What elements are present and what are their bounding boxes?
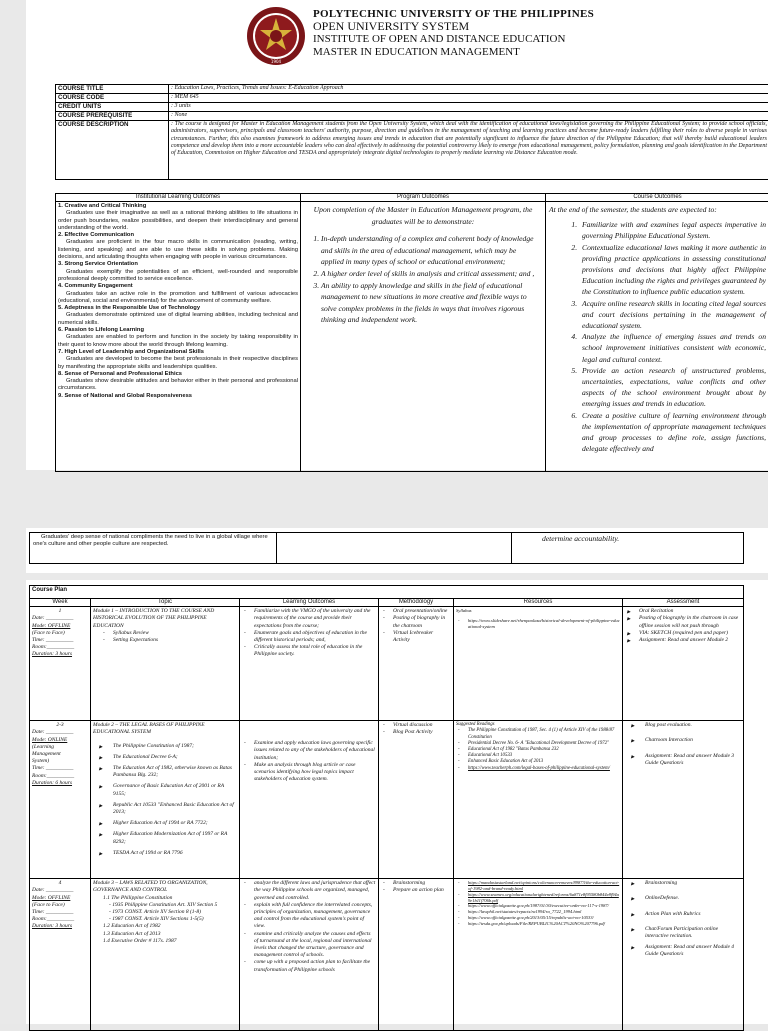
resource-item: - Educational Act of 1982 "Batas Pambansa 232 bbox=[456, 747, 620, 753]
resource-link[interactable]: - https://www.slideshare.net/rhenpaolaza/historical-development-of-philippine-educational-system bbox=[456, 618, 620, 630]
ilo-desc: Graduates are enabled to perform and function in the society by taking responsibility in their quest to know more about the world through lifelong learning. bbox=[58, 334, 298, 349]
outcomes-body-row bbox=[56, 202, 768, 472]
topic-item: 1.2 Education Act of 1982 bbox=[103, 923, 237, 930]
topic-item: ▶ Republic Act 10533 "Enhanced Basic Education Act of 2013; bbox=[93, 802, 237, 816]
outcome-item: - Familiarize with the VMGO of the university and the requirements of the course and provide their expectations from the course; bbox=[242, 608, 376, 630]
resource-link[interactable]: - https://www.seameo.org/educationalarightened/reforms/6a871e8f95580b844e8f94a9e1b11f706b.pdf bbox=[456, 892, 620, 904]
resources-cell bbox=[454, 607, 623, 721]
topic-item: - Setting Expectations bbox=[101, 637, 237, 644]
resources-list bbox=[456, 728, 620, 771]
table-row bbox=[30, 879, 744, 1031]
topic-item: - 1987 CONST. Article XIV Sections 1-5(5) bbox=[103, 916, 237, 923]
po-list bbox=[307, 233, 539, 326]
ilo-title: 5. Adeptness in the Responsible Use of Technology bbox=[58, 305, 298, 312]
topic-cell bbox=[91, 607, 240, 721]
methodology-item: - Blog Post Activity bbox=[381, 729, 451, 736]
assessment-item: ▶ Blog post evaluation. bbox=[625, 722, 741, 729]
co-tail: determine accountability. bbox=[512, 533, 744, 564]
topic-item: ▶ TESDA Act of 1994 or RA 7796 bbox=[93, 850, 237, 857]
methodology-cell bbox=[379, 879, 454, 1031]
assessment-item: ▶ Assignment: Read and answer Module 2 bbox=[625, 637, 741, 644]
week-line: Date: __________ bbox=[32, 615, 88, 622]
svg-text:1904: 1904 bbox=[271, 59, 282, 64]
outcomes-table bbox=[55, 193, 768, 472]
topic-item: - 1973 CONST. Article XV Section 8 (1-8) bbox=[103, 909, 237, 916]
methodology-item: - Virtual Icebreaker Activity bbox=[381, 630, 451, 644]
resources-list bbox=[456, 618, 620, 630]
page-1 bbox=[26, 0, 768, 470]
resources-label: Syllabus bbox=[456, 608, 620, 614]
outcomes-cell bbox=[240, 607, 379, 721]
info-label: COURSE DESCRIPTION bbox=[56, 121, 169, 180]
ilo-desc: Graduates show desirable attitudes and behavior either in their personal and professional circumstances. bbox=[58, 378, 298, 393]
topic-item: 1.4 Executive Order # 117s. 1987 bbox=[103, 938, 237, 945]
topic-item: 1.1 The Philippine Constitution bbox=[103, 895, 237, 902]
description-row bbox=[56, 121, 768, 180]
ilo-header: Institutional Learning Outcomes bbox=[56, 194, 301, 202]
week-line: Duration: 6 hours bbox=[32, 780, 88, 787]
info-value: : None bbox=[169, 112, 768, 121]
co-item: 2. Contextualize educational laws making it more authentic in providing practice applications in assessing constitutional provisions and decisions that highly affect Philippine Education including the rights and privileges guaranteed by the Constitution to influence public education system. bbox=[579, 242, 766, 298]
week-line: Room:__________ bbox=[32, 916, 88, 923]
resource-item: - Enhanced Basic Education Act of 2013 bbox=[456, 759, 620, 765]
course-plan-header-row bbox=[30, 599, 744, 607]
topic-item: ▶ Governance of Basic Education Act of 2001 or RA 9155; bbox=[93, 783, 237, 797]
week-line: System) bbox=[32, 758, 88, 765]
outcome-item: - Enumerate goals and objectives of education in the different historical periods; and, bbox=[242, 630, 376, 644]
ilo-title: 6. Passion to Lifelong Learning bbox=[58, 327, 298, 334]
resource-link[interactable]: - https://lawphil.net/statutes/repacts/ra1994/ra_7722_1994.html bbox=[456, 909, 620, 915]
continuation-table bbox=[29, 532, 744, 564]
methodology-list bbox=[381, 880, 451, 894]
methodology-list bbox=[381, 722, 451, 736]
topic-cell bbox=[91, 721, 240, 879]
co-item: 6. Create a positive culture of learning environment through the implementation of appropriate management techniques and group processes to define role, assign functions, delegate effectively and bbox=[579, 410, 766, 455]
ilo-desc: Graduates are developed to become the best professionals in their respective disciplines by manifesting the appropriate skills and leaderships qualities. bbox=[58, 356, 298, 371]
po-item: 3. An ability to apply knowledge and skills in the field of educational management to new situations in more creative and flexible ways to solve complex problems in the fields in ways that involves rigorous thinking and independent work. bbox=[321, 280, 539, 326]
topic-item: - 1935 Philippine Constitution Art. XIV Section 5 bbox=[103, 902, 237, 909]
assessment-list bbox=[625, 880, 741, 958]
outcomes-list bbox=[242, 740, 376, 783]
info-label: COURSE TITLE bbox=[56, 85, 169, 94]
continuation-row bbox=[30, 533, 744, 564]
outcome-item: - Examine and apply education laws governing specific issues related to any of the stakeholders of educational institution; bbox=[242, 740, 376, 762]
po-intro: Upon completion of the Master in Education Management program, the graduates will be to demonstrate: bbox=[307, 204, 539, 227]
week-line: Room:__________ bbox=[32, 773, 88, 780]
resources-cell bbox=[454, 721, 623, 879]
week-number: 4 bbox=[32, 880, 88, 887]
ilo-desc: Graduates exemplify the potentialities of an efficient, well-rounded and responsible professional deeply committed to service excellence. bbox=[58, 269, 298, 284]
col-outcomes: Learning Outcomes bbox=[240, 599, 379, 607]
week-number: 1 bbox=[32, 608, 88, 615]
topic-cell bbox=[91, 879, 240, 1031]
outcomes-cell bbox=[240, 721, 379, 879]
ilo9-desc: Graduates' deep sense of national compliments the need to live in a global village where one's culture and other people culture are respected. bbox=[30, 533, 277, 564]
co-item: 5. Provide an action research of unstructured problems, uncertainties, expectations, value conflicts and other aspects of the school environment brought about by emerging issues and trends in education. bbox=[579, 365, 766, 410]
outcome-item: - Critically assess the total role of education in the Philippine society. bbox=[242, 644, 376, 658]
info-label: COURSE CODE bbox=[56, 94, 169, 103]
info-value: : 3 units bbox=[169, 103, 768, 112]
col-week: Week bbox=[30, 599, 91, 607]
topic-list bbox=[93, 895, 237, 945]
week-line: Date: __________ bbox=[32, 729, 88, 736]
week-line: Date: __________ bbox=[32, 887, 88, 894]
assessment-item: ▶ Oral Recitation bbox=[625, 608, 741, 615]
outcomes-list bbox=[242, 608, 376, 658]
resources-list bbox=[456, 880, 620, 926]
ilo-desc: Graduates are proficient in the four macro skills in communication (reading, writing, listening, and speaking) and are able to use these skills in solving problems. Making decisions, and articulating thoughts when engaging with people in various circumstances. bbox=[58, 239, 298, 261]
topic-title: Module 3 – LAWS RELATED TO ORGANIZATION, GOVERNANCE AND CONTROL bbox=[93, 880, 237, 894]
info-label: COURSE PREREQUISITE bbox=[56, 112, 169, 121]
methodology-item: - Brainstorming bbox=[381, 880, 451, 887]
resource-item: - The Philippine Constitution of 1987, Sec. 4 (1) of Article XIV of the 1988/87 Constitution bbox=[456, 728, 620, 740]
week-cell bbox=[30, 879, 91, 1031]
assessment-item: ▶ Chat/Forum Participation online interactive recitation. bbox=[625, 926, 741, 940]
institution-header bbox=[313, 8, 613, 59]
info-label: CREDIT UNITS bbox=[56, 103, 169, 112]
ilo-desc: Graduates demonstrate optimized use of digital learning abilities, including technical and numerical skills. bbox=[58, 312, 298, 327]
topic-title: Module 1 – INTRODUCTION TO THE COURSE AND HISTORICAL EVOLUTION OF THE PHILIPPINE EDUCATION bbox=[93, 608, 237, 630]
week-line: Time: __________ bbox=[32, 637, 88, 644]
outcome-item: - explain with full confidence the interrelated concepts, principles of organization, management, governance and control from the educational system's point of view. bbox=[242, 902, 376, 931]
assessment-item: ▶ Posting of biography in the chatroom in case offline session will not push through bbox=[625, 615, 741, 629]
university-seal-logo bbox=[246, 6, 306, 66]
program-name: MASTER IN EDUCATION MANAGEMENT bbox=[313, 46, 613, 59]
course-info-table bbox=[55, 84, 768, 180]
methodology-item: - Virtual discussion bbox=[381, 722, 451, 729]
table-row bbox=[30, 607, 744, 721]
po-item: 2. A higher order level of skills in analysis and critical assessment; and , bbox=[321, 268, 539, 280]
ilo-title: 3. Strong Service Orientation bbox=[58, 261, 298, 268]
course-plan-title-row bbox=[30, 586, 744, 599]
methodology-cell bbox=[379, 607, 454, 721]
topic-item: ▶ The Educational Decree 6-A; bbox=[93, 754, 237, 761]
week-line: Duration: 3 hours bbox=[32, 651, 88, 658]
co-item: 3. Acquire online research skills in locating cited legal sources and court decisions pertaining in the management of educational system. bbox=[579, 298, 766, 332]
credit-units-row bbox=[56, 103, 768, 112]
assessment-item: ▶ Action Plan with Rubrics bbox=[625, 911, 741, 918]
course-description: : The course is designed for Master in Education Management students from the Open University System, which deal with the identification of educational laws/legislation governing the Philippine Educational System; to provide school officials, administrators, supervisors, principals and classroom teachers' authority, purpose, direction and guidelines in the management of teaching and learning practices and become future-ready leaders fulfilling their roles to diverse people in various circumstances. Further, this also examines framework to address emerging issues and trends in education that are potentially significant to influence the future direction of the Philippine Education; that will thereby build educational leaders competence and develop them into a more accountable leaders who can deal effectively in addressing the potential controversy likely to emerge from educational management, policy formulation, planning and goals identification in the Department of Education, Commission on Higher Education and TESDA and appropriately integrate digital technologies to properly mediate learning via Distance Education mode. bbox=[169, 121, 768, 180]
assessment-item: ▶ Chatroom Interaction bbox=[625, 737, 741, 744]
methodology-cell bbox=[379, 721, 454, 879]
resources-cell bbox=[454, 879, 623, 1031]
ilo-title: 1. Creative and Critical Thinking bbox=[58, 203, 298, 210]
assessment-item: ▶ VIA: SKETCH (required pen and paper) bbox=[625, 630, 741, 637]
ilo-title: 8. Sense of Personal and Professional Ethics bbox=[58, 371, 298, 378]
info-value: : MEM 645 bbox=[169, 94, 768, 103]
info-value: : Education Laws, Practices, Trends and Issues: E-Education Approach bbox=[169, 85, 768, 94]
outcome-item: - examine and critically analyze the causes and effects of turnaround at the local, regional and international levels that changed the structure, governance and management control of schools. bbox=[242, 931, 376, 960]
co-item: 1. Familiarize with and examines legal aspects imperative in governing Philippine Educational System. bbox=[579, 219, 766, 241]
topic-title: Module 2 – THE LEGAL BASES OF PHILIPPINE EDUCATIONAL SYSTEM bbox=[93, 722, 237, 736]
col-resources: Resources bbox=[454, 599, 623, 607]
resource-link[interactable]: - https://tesda.gov.ph/uploads/File/REPUBLIC%20ACT%20NO%207796.pdf bbox=[456, 921, 620, 927]
outcome-item: - analyze the different laws and jurisprudence that affect the way Philippine schools are organized, managed, governed and controlled. bbox=[242, 880, 376, 902]
col-assessment: Assessment bbox=[623, 599, 744, 607]
resource-link[interactable]: - https://www.officialgazette.gov.ph/1987/01/30/executive-order-no-117-s-1987/ bbox=[456, 903, 620, 909]
system-name: OPEN UNIVERSITY SYSTEM bbox=[313, 20, 613, 33]
assessment-cell bbox=[623, 879, 744, 1031]
resource-item: - Educational Act 10533 bbox=[456, 753, 620, 759]
page-2-continuation bbox=[26, 528, 768, 573]
po-header: Program Outcomes bbox=[301, 194, 546, 202]
week-line: Mode: OFFLINE bbox=[32, 895, 88, 902]
topic-item: ▶ The Philippine Constitution of 1987; bbox=[93, 743, 237, 750]
assessment-item: ▶ Assignment: Read and answer Module 4 Guide Question/s bbox=[625, 944, 741, 958]
assessment-item: ▶ OnlineDefense. bbox=[625, 895, 741, 902]
po-item: 1. In-depth understanding of a complex and coherent body of knowledge and skills in the area of educational management, which may be applied in many types of school or educational environment; bbox=[321, 233, 539, 268]
ilo-cell bbox=[56, 202, 301, 472]
topic-item: - Syllabus Review bbox=[101, 630, 237, 637]
ilo-title: 7. High Level of Leadership and Organizational Skills bbox=[58, 349, 298, 356]
week-cell bbox=[30, 607, 91, 721]
ilo-title: 9. Sense of National and Global Responsiveness bbox=[58, 393, 298, 400]
methodology-item: - Posting of biography in the chatroom bbox=[381, 615, 451, 629]
course-plan-title: Course Plan bbox=[30, 586, 744, 599]
co-header: Course Outcomes bbox=[546, 194, 768, 202]
resource-link[interactable]: - https://mandasiastarland.net/opinions/coltenunceremaves/89873/the-education-act-of-1982-and-brand-ready.html bbox=[456, 880, 620, 892]
course-title-row bbox=[56, 85, 768, 94]
methodology-item: - Prepare an action plan bbox=[381, 887, 451, 894]
week-line: Management bbox=[32, 751, 88, 758]
col-topic: Topic bbox=[91, 599, 240, 607]
assessment-cell bbox=[623, 607, 744, 721]
course-code-row bbox=[56, 94, 768, 103]
week-line: (Face to Face) bbox=[32, 630, 88, 637]
ilo-title: 4. Community Engagement bbox=[58, 283, 298, 290]
university-name: POLYTECHNIC UNIVERSITY OF THE PHILIPPINES bbox=[313, 8, 613, 20]
co-intro: At the end of the semester, the students are expected to: bbox=[549, 204, 766, 215]
outcomes-list bbox=[242, 880, 376, 974]
week-line: (Face to Face) bbox=[32, 902, 88, 909]
assessment-item: ▶ Assignment: Read and answer Module 3 Guide Question/s bbox=[625, 753, 741, 767]
resource-item: - Presidential Decree No. 6- A "Educational Development Decree of 1972" bbox=[456, 741, 620, 747]
co-list bbox=[549, 219, 766, 454]
week-line: Mode: ONLINE bbox=[32, 737, 88, 744]
resource-link[interactable]: - https://www.teacherph.com/legal-bases-of-philippine-educational-system/ bbox=[456, 766, 620, 772]
topic-item: ▶ Higher Education Modernization Act of 1997 or RA 8292; bbox=[93, 831, 237, 845]
week-cell bbox=[30, 721, 91, 879]
institute-name: INSTITUTE OF OPEN AND DISTANCE EDUCATION bbox=[313, 33, 613, 46]
topic-item: 1.3 Education Act of 2013 bbox=[103, 931, 237, 938]
outcomes-cell bbox=[240, 879, 379, 1031]
week-line: Room:__________ bbox=[32, 644, 88, 651]
table-row bbox=[30, 721, 744, 879]
outcome-item: - come up with a proposed action plan to facilitate the transformation of Philippine schools bbox=[242, 959, 376, 973]
methodology-list bbox=[381, 608, 451, 644]
assessment-list bbox=[625, 722, 741, 767]
program-outcomes-cell bbox=[301, 202, 546, 472]
topic-item: ▶ The Education Act of 1982, otherwise known as Batas Pambansa Blg. 232; bbox=[93, 765, 237, 779]
week-line: Mode: OFFLINE bbox=[32, 623, 88, 630]
assessment-cell bbox=[623, 721, 744, 879]
topic-list bbox=[101, 630, 237, 644]
week-number: 2-3 bbox=[32, 722, 88, 729]
col-methodology: Methodology bbox=[379, 599, 454, 607]
po-empty-cell bbox=[277, 533, 512, 564]
week-line: (Learning bbox=[32, 744, 88, 751]
course-plan-table bbox=[29, 585, 744, 1031]
resource-link[interactable]: - https://www.officialgazette.gov.ph/2013/05/15/republic-act-no-10533/ bbox=[456, 915, 620, 921]
week-line: Time: __________ bbox=[32, 765, 88, 772]
week-line: Time: __________ bbox=[32, 909, 88, 916]
assessment-list bbox=[625, 608, 741, 644]
co-item: 4. Analyze the influence of emerging issues and trends on school improvement initiatives consistent with economic, legal and cultural context. bbox=[579, 331, 766, 365]
topic-list bbox=[93, 743, 237, 857]
week-line: Duration: 3 hours bbox=[32, 923, 88, 930]
resources-label: Suggested Readings bbox=[456, 722, 620, 728]
topic-item: ▶ Higher Education Act of 1994 or RA 7722; bbox=[93, 820, 237, 827]
ilo-desc: Graduates take an active role in the promotion and fulfillment of various advocacies (educational, social and environmental) for the advancement of community welfare. bbox=[58, 291, 298, 306]
assessment-item: ▶ Brainstorming bbox=[625, 880, 741, 887]
methodology-item: - Oral presentation/online bbox=[381, 608, 451, 615]
outcomes-header-row bbox=[56, 194, 768, 202]
ilo-desc: Graduates use their imaginative as well as a rational thinking abilities to life situations in order push boundaries, realize possibilities, and deepen their interdisciplinary and general understanding of the world. bbox=[58, 210, 298, 232]
outcome-item: - Make an analysis through blog article or case scenarios identifying how legal topics impact stakeholders of education system. bbox=[242, 762, 376, 784]
prerequisite-row bbox=[56, 112, 768, 121]
ilo-title: 2. Effective Communication bbox=[58, 232, 298, 239]
course-outcomes-cell bbox=[546, 202, 768, 472]
